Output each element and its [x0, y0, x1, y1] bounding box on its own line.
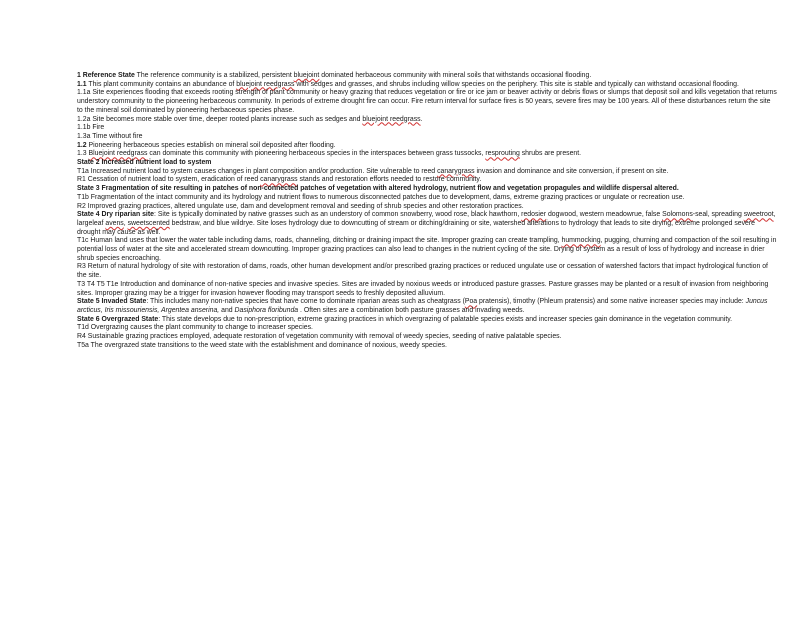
spellcheck-flagged-text: Bluejoint reedgrass	[88, 150, 148, 158]
italic-text: Dasiphora floribunda	[234, 306, 299, 314]
spellcheck-flagged-text: bluejoint reedgrass	[362, 115, 421, 123]
text-run: T1b Fragmentation of the intact community and its hydrology and nutrient flows to numerous disconnected patches due to development, dams, extreme grazing practices or ungulate or recreation use.	[77, 193, 685, 201]
spellcheck-flagged-text: redosier	[521, 211, 547, 219]
paragraph	[77, 333, 777, 342]
document-body	[77, 72, 777, 351]
bold-text: State 4 Dry riparian site	[77, 211, 154, 219]
paragraph	[77, 176, 777, 185]
paragraph	[77, 185, 777, 194]
text-run: 1.1a Site experiences flooding that exceeds rooting strength of plant community or heavy grazing that reduces vegetation or fire or ice jam or beaver activity or debris flows or slumps that deposit soil and kills vegetation that returns understory community to the pioneering herbaceous community. In periods of extreme drought fire can occur. Fire return interval for surface fires is 50 years, severe fires may be 100 years. All of these disturbances return the site to the mineral soil dominated by pioneering herbaceous species phase.	[77, 89, 777, 114]
text-run: T1a Increased nutrient load to system causes changes in plant composition and/or production. Site vulnerable to reed	[77, 167, 438, 175]
text-run: shrubs are present.	[519, 150, 582, 158]
text-run: The reference community is a stabilized, persistent	[134, 72, 294, 79]
paragraph	[77, 298, 777, 315]
text-run: dominated herbaceous community with mineral soils that withstands occasional flooding.	[319, 72, 592, 79]
paragraph	[77, 133, 777, 142]
text-run: invasion and dominance and site conversion, if present on site.	[474, 167, 669, 175]
text-run: and	[219, 306, 235, 314]
paragraph	[77, 316, 777, 325]
spellcheck-flagged-text: Solomons	[662, 211, 693, 219]
text-run: R3 Return of natural hydrology of site with restoration of dams, roads, other human development and/or prescribed grazing practices or reduced ungulate use or cessation of watershed factors that impact hydrological function of the site.	[77, 263, 768, 280]
text-run: R1 Cessation of nutrient load to system, eradication of reed	[77, 176, 261, 184]
text-run: . Often sites are a combination both pasture grasses and invading weeds.	[298, 306, 525, 314]
paragraph	[77, 281, 777, 298]
bold-text: State 5 Invaded State	[77, 298, 147, 306]
text-run: stands and restoration efforts needed to restore community.	[297, 176, 482, 184]
paragraph	[77, 194, 777, 203]
text-run: -seal, spreading	[692, 211, 744, 219]
italic-text: Juncus arcticus, Iris missouriensis, Argentea anserina,	[77, 298, 768, 314]
paragraph	[77, 81, 777, 90]
spellcheck-flagged-text: bluejoint reedgrass	[236, 80, 295, 88]
text-run: : This state develops due to non-prescription, extreme grazing practices in which overgrazing of palatable species exists and increaser species gain dominance in the vegetation community.	[158, 315, 733, 323]
spellcheck-flagged-text: bluejoint	[293, 72, 320, 79]
text-run: T1c Human land uses that lower the water table including dams, roads, channeling, ditching or draining impact the site. Improper grazing can create trampling,	[77, 237, 562, 245]
text-run: can dominate this community with pioneering herbaceous species in the interspaces between grass tussocks,	[147, 150, 486, 158]
spellcheck-flagged-text: canarygrass	[260, 176, 298, 184]
text-run: 1.3a Time without fire	[77, 132, 143, 140]
text-run: T1d Overgrazing causes the plant community to change to increaser species.	[77, 324, 313, 332]
text-run: T5a The overgrazed state transitions to the weed state with the establishment and dominance of noxious, weedy species.	[77, 341, 447, 349]
text-run: ,	[123, 219, 128, 227]
bold-text: State 6 Overgrazed State	[77, 315, 159, 323]
text-run: 1.2a Site becomes more stable over time, deeper rooted plants increase such as sedges and	[77, 115, 363, 123]
text-run: , pugging, churning and compaction of the soil resulting in potential loss of water at the site and accelerated stream downcutting. Improper grazing practices can also lead to changes in the nutrient cycling of the site. Drying of system as a result of loss of hydrology and increase in drier shrub species encroaching.	[77, 237, 777, 262]
text-run: R2 Improved grazing practices, altered ungulate use, dam and development removal and seeding of shrub species and other restoration practices.	[77, 202, 524, 210]
spellcheck-flagged-text: sweetroot	[743, 211, 774, 219]
spellcheck-flagged-text: avens	[105, 219, 124, 227]
text-run: pratensis), timothy (Phleum pratensis) and some native increaser species may include:	[477, 298, 746, 306]
spellcheck-flagged-text: canarygrass	[437, 167, 475, 175]
text-run: 1.1b Fire	[77, 124, 105, 132]
paragraph	[77, 142, 777, 151]
bold-text: 1 Reference State	[77, 72, 135, 79]
paragraph	[77, 203, 777, 212]
text-run: R4 Sustainable grazing practices employed, adequate restoration of vegetation community with removal of weedy species, seeding of native palatable species.	[77, 333, 562, 341]
paragraph	[77, 211, 777, 237]
text-run: 1.3	[77, 150, 89, 158]
text-run: T3 T4 T5 T1e Introduction and dominance of non-native species and invasive species. Sites are invaded by noxious weeds or introduced pasture grasses. Pasture grasses may be planted or a result of invasion from neighboring sites. Improper grazing may be a trigger for invasion however flooding may transport seeds to freshly deposited alluvium.	[77, 280, 769, 297]
bold-text: 1.2	[77, 141, 87, 149]
paragraph	[77, 263, 777, 280]
paragraph	[77, 89, 777, 115]
text-run: dogwood, western meadowrue, false	[546, 211, 663, 219]
paragraph	[77, 72, 777, 81]
text-run: , largeleaf	[77, 211, 776, 227]
paragraph	[77, 324, 777, 333]
paragraph	[77, 159, 777, 168]
paragraph	[77, 150, 777, 159]
text-run: with sedges and grasses, and shrubs including willow species on the periphery. This site is stable and typically can withstand occasional flooding.	[294, 80, 739, 88]
paragraph	[77, 168, 777, 177]
spellcheck-flagged-text: hummocking	[561, 237, 601, 245]
text-run: : This includes many non-native species that have come to dominate riparian areas such as cheatgrass (	[146, 298, 465, 306]
paragraph	[77, 124, 777, 133]
text-run: bedstraw, and blue wildrye. Site loses hydrology due to downcutting of stream or ditching/draining or site, watershed alterations to hydrology that leads to site drying, extreme prolonged severe drought may cause as well.	[77, 219, 755, 236]
paragraph	[77, 237, 777, 263]
spellcheck-flagged-text: sweetscented	[127, 219, 170, 227]
spellcheck-flagged-text: resprouting	[485, 150, 520, 158]
text-run: .	[420, 115, 423, 123]
spellcheck-flagged-text: Poa	[464, 298, 478, 306]
bold-text: 1.1	[77, 80, 87, 88]
bold-text: State 2 Increased nutrient load to system	[77, 159, 212, 167]
paragraph	[77, 342, 777, 351]
paragraph	[77, 116, 777, 125]
text-run: This plant community contains an abundance of	[86, 80, 237, 88]
text-run: Pioneering herbaceous species establish on mineral soil deposited after flooding.	[86, 141, 336, 149]
bold-text: State 3 Fragmentation of site resulting in patches of non-connected patches of vegetation with altered hydrology, nutrient flow and vegetation propagules and wildlife dispersal altered.	[77, 185, 679, 193]
text-run: : Site is typically dominated by native grasses such as an understory of common snowberry, wood rose, black hawthorn,	[153, 211, 522, 219]
